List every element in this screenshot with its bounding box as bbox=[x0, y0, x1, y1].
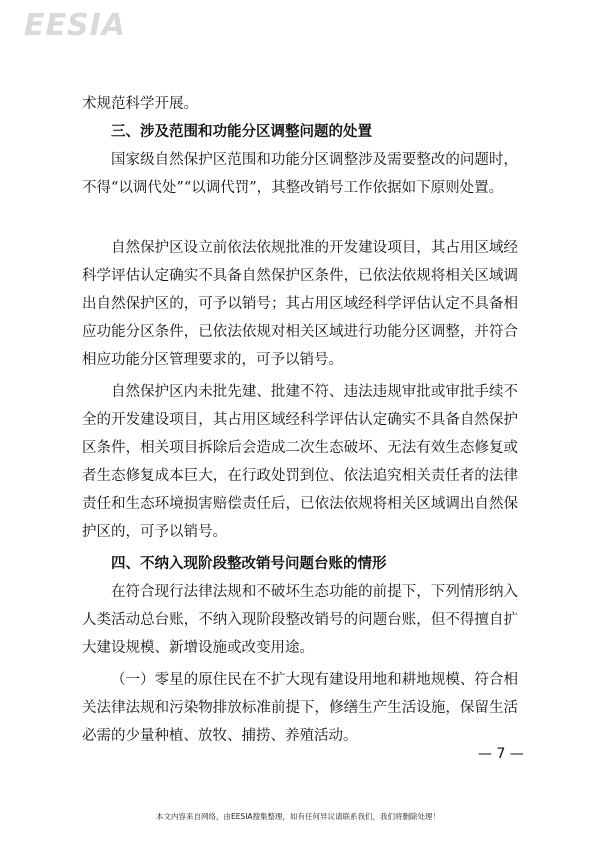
paragraph-approved-projects: 自然保护区设立前依法依规批准的开发建设项目，其占用区域经科学评估认定确实不具备自然保护区条件，已依法依规将相关区域调出自然保护区的，可予以销号；其占用区域经科学评估认定不具备相应功能分区条件，已依法依规对相关区域进行功能分区调整，并符合相应功能分区管理要求的，可予以销号。 bbox=[82, 240, 518, 368]
paragraph-exclusion-intro: 在符合现行法律法规和不破坏生态功能的前提下，下列情形纳入人类活动总台账，不纳入现阶段整改销号的问题台账，但不得擅自扩大建设规模、新增设施或改变用途。 bbox=[82, 584, 518, 656]
section-heading-3: 三、涉及范围和功能分区调整问题的处置 bbox=[111, 124, 372, 140]
paragraph-exclusion-item-1: （一）零星的原住民在不扩大现有建设用地和耕地规模、符合相关法律法规和污染物排放标准前提下，修缮生产生活设施，保留生活必需的少量种植、放牧、捕捞、养殖活动。 bbox=[82, 672, 518, 744]
eesia-logo: EESIA bbox=[24, 8, 126, 43]
paragraph-adjustment-principle: 国家级自然保护区范围和功能分区调整涉及需要整改的问题时，不得“以调代处”“以调代罚”，其整改销号工作依据如下原则处置。 bbox=[82, 152, 518, 196]
paragraph-continuation: 术规范科学开展。 bbox=[82, 96, 198, 112]
paragraph-illegal-projects: 自然保护区内未批先建、批建不符、违法违规审批或审批手续不全的开发建设项目，其占用区域经科学评估认定确实不具备自然保护区条件，相关项目拆除后会造成二次生态破坏、无法有效生态修复或者生态修复成本巨大，在行政处罚到位、依法追究相关责任者的法律责任和生态环境损害赔偿责任后，已依法依规将相关区域调出自然保护区的，可予以销号。 bbox=[82, 384, 518, 540]
section-heading-4: 四、不纳入现阶段整改销号问题台账的情形 bbox=[111, 556, 387, 572]
page-number: — 7 — bbox=[478, 746, 524, 762]
footer-disclaimer: 本文内容来自网络，由EESIA搜集整理，如有任何异议请联系我们，我们将删除处理！ bbox=[155, 812, 441, 821]
